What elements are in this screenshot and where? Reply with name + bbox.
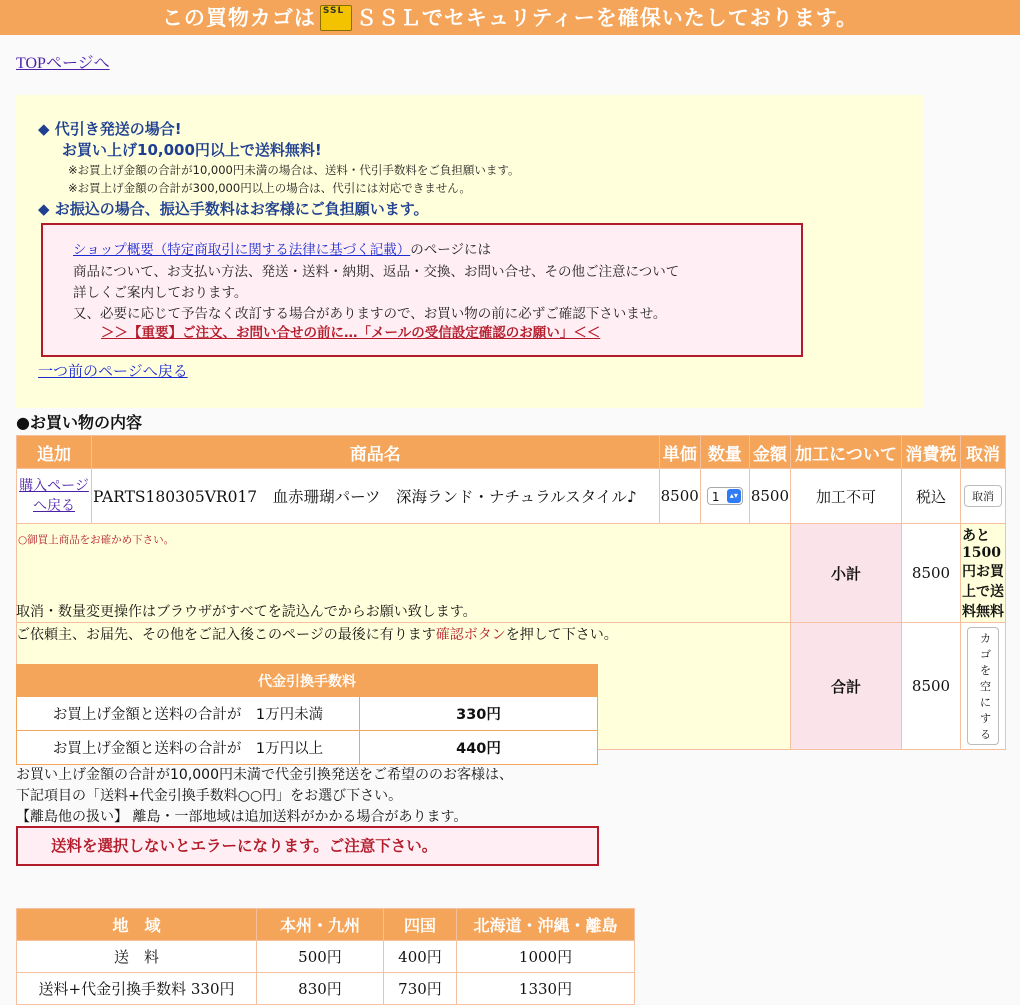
cancel-button[interactable]: 取消 [964,485,1002,507]
confirm-button-ref: 確認ボタン [435,627,506,643]
quantity-select[interactable]: 1 ▴▾ [707,487,743,505]
ship-col-honshu: 本州・九州 [257,909,384,941]
shop-info-after: のページには [410,242,491,258]
check-note: ○御買上商品をお確かめ下さい。 [17,524,791,623]
qty-cell [700,469,749,524]
instruction-line1: 取消・数量変更操作はブラウザがすべてを読込んでからお願い致します。 [16,604,477,620]
col-amount: 金額 [749,436,790,469]
ssl-banner [0,0,1020,35]
col-add: 追加 [17,436,92,469]
ssl-banner-before: この買物カゴは [161,5,316,30]
unit-price: 8500 [659,469,700,524]
ship-row1-label: 送 料 [17,941,257,973]
col-qty: 数量 [700,436,749,469]
ship-row2-shikoku: 730円 [384,973,457,1005]
ssl-key-icon: SSL [320,5,352,31]
line-amount: 8500 [749,469,790,524]
notice-cod-heading: ◆ 代引き発送の場合! [38,120,182,138]
cancel-cell [961,469,1006,524]
col-price: 単価 [659,436,700,469]
subtotal-label: 小計 [791,524,902,623]
product-name: PARTS180305VR017 血赤珊瑚パーツ 深海ランド・ナチュラルスタイル♪ [92,469,660,524]
cod-fee-value-2: 440円 [360,731,598,765]
cod-fee-table [16,664,598,765]
ship-row2-label: 送料+代金引換手数料 330円 [17,973,257,1005]
ship-row1-honshu: 500円 [257,941,384,973]
ship-row1-shikoku: 400円 [384,941,457,973]
ship-col-hokkaido: 北海道・沖縄・離島 [457,909,635,941]
ship-col-shikoku: 四国 [384,909,457,941]
cod-fee-label-1: お買上げ金額と送料の合計が 1万円未満 [17,697,360,731]
ship-row1-hokkaido: 1000円 [457,941,635,973]
ship-row2-hokkaido: 1330円 [457,973,635,1005]
shop-info-box [41,223,803,357]
col-cancel: 取消 [961,436,1006,469]
top-page-link[interactable]: TOPページへ [16,55,110,72]
empty-cart-cell [961,623,1006,750]
shop-info-line1 [73,238,491,258]
notice-free-shipping: お買い上げ10,000円以上で送料無料! [62,141,322,159]
purchase-page-link[interactable]: 購入ページ へ戻る [19,478,89,514]
notice-fee-note: ※お買上げ金額の合計が10,000円未満の場合は、送料・代引手数料をご負担願います。 [68,163,520,177]
cart-title: ●お買い物の内容 [16,413,142,432]
instruction-line2: ご依頼主、お届先、その他をご記入後このページの最後に有ります確認ボタンを押して下さい。 [16,627,618,643]
col-processing: 加工について [791,436,902,469]
notice-transfer-heading: ◆ お振込の場合、振込手数料はお客様にご負担願います。 [38,200,429,218]
select-arrows-icon: ▴▾ [727,489,741,503]
total-value: 8500 [902,623,961,750]
free-shipping-note: あと1500円お買上で送料無料 [961,524,1006,623]
shop-info-line3: 詳しくご案内しております。 [73,285,248,301]
total-label: 合計 [791,623,902,750]
processing: 加工不可 [791,469,902,524]
cod-text-line1: お買い上げ金額の合計が10,000円未満で代金引換発送をご希望ののお客様は、 [16,767,513,783]
cod-fee-label-2: お買上げ金額と送料の合計が 1万円以上 [17,731,360,765]
error-notice: 送料を選択しないとエラーになります。ご注意下さい。 [16,826,599,866]
cod-fee-title: 代金引換手数料 [17,665,598,697]
remote-island-note: 【離島他の扱い】 離島・一部地域は追加送料がかかる場合があります。 [16,809,468,825]
ssl-banner-after: ＳＳＬでセキュリティーを確保いたしております。 [355,5,859,30]
mail-settings-link[interactable]: ＞＞【重要】ご注文、お問い合せの前に…「メールの受信設定確認のお願い」＜＜ [101,325,601,341]
ship-col-region: 地 域 [17,909,257,941]
col-tax: 消費税 [902,436,961,469]
add-cell [17,469,92,524]
shipping-table [16,908,635,1005]
col-product-name: 商品名 [92,436,660,469]
shop-info-line2: 商品について、お支払い方法、発送・送料・納期、返品・交換、お問い合せ、その他ご注意について [73,264,680,280]
subtotal-value: 8500 [902,524,961,623]
tax: 税込 [902,469,961,524]
ship-row2-honshu: 830円 [257,973,384,1005]
shop-overview-link[interactable]: ショップ概要（特定商取引に関する法律に基づく記載） [73,242,411,258]
cart-row [17,469,1006,524]
shop-info-line4: 又、必要に応じて予告なく改訂する場合がありますので、お買い物の前に必ずご確認下さいませ。 [73,306,667,322]
notice-panel [16,95,923,408]
back-page-link[interactable]: 一つ前のページへ戻る [38,362,188,380]
cod-text-line2: 下記項目の「送料+代金引換手数料○○円」をお選び下さい。 [16,788,403,804]
cod-fee-value-1: 330円 [360,697,598,731]
empty-cart-button[interactable]: カゴを空にする [967,627,999,745]
notice-limit-note: ※お買上げ金額の合計が300,000円以上の場合は、代引には対応できません。 [68,181,471,195]
